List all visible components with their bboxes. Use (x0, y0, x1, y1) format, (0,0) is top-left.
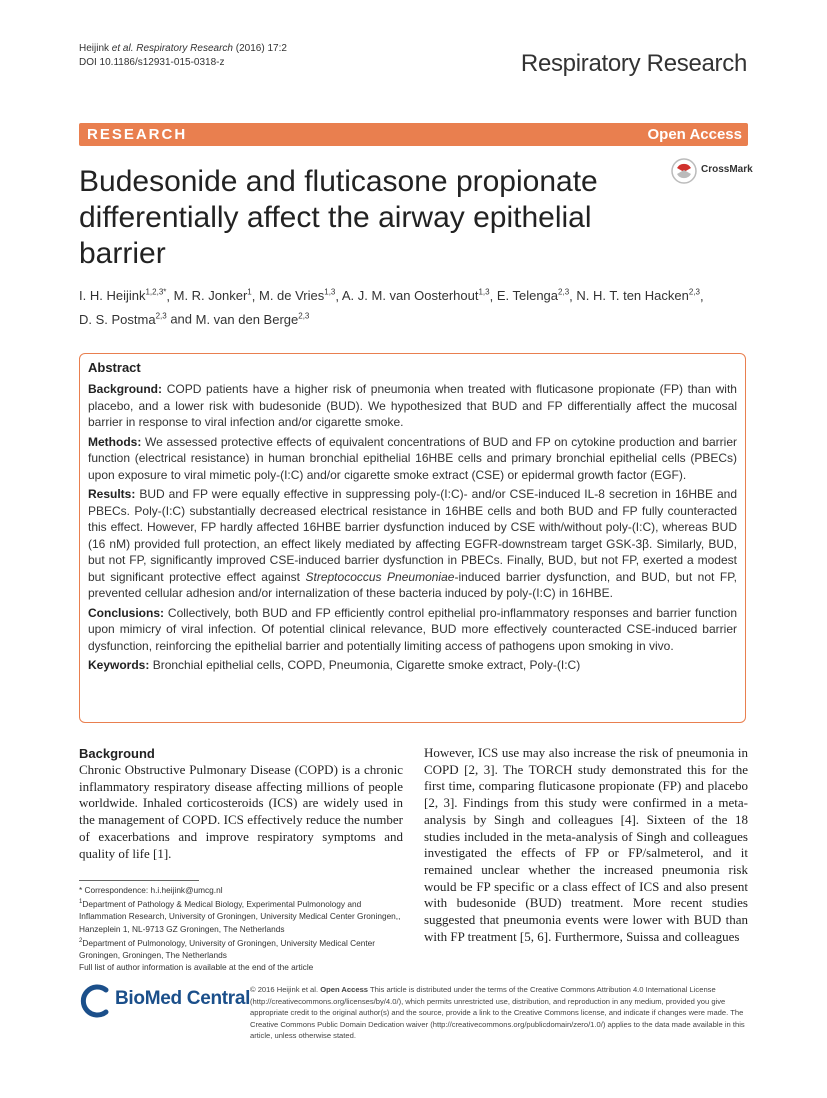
affiliation-1: $^1$Department of Pathology & Medical Biology, Experimental Pulmonology and Inflammation Research, University of Groningen, University Medical Center Groningen,, Hanzeplein 1, NL-9713 GZ Groningen, The Netherlands (79, 899, 401, 934)
crossmark-badge[interactable] (671, 156, 756, 186)
body-paragraph: However, ICS use may also increase the risk of pneumonia in COPD [2, 3]. The TORCH study demonstrated this for the first time, comparing fluticasone propionate (FP) and placebo [2, 3]. Findings from this study were confirmed in a meta-analysis by Singh and colleagues [4]. Sixteen of the 18 studies included in the meta-analysis of Singh and colleagues investigated the effects of FP or FP/salmeterol, and it remained unclear whether the increased pneumonia risk would be FP specific or a class effect of ICS and also present with budesonide (BUD) treatment. More recent studies suggested that pneumonia events were lower with BUD than with FP treatment [5, 6]. Furthermore, Suissa and colleagues (424, 745, 748, 944)
body-paragraph: Chronic Obstructive Pulmonary Disease (COPD) is a chronic inflammatory respiratory disease affecting millions of people worldwide. Inhaled corticosteroids (ICS) are widely used in the management of COPD. ICS effectively reduce the number of exacerbations and improve respiratory symptoms and quality of life [1]. (79, 762, 403, 861)
author: D. S. Postma$^{2,3}$ (79, 311, 167, 327)
correspondence[interactable]: * Correspondence: h.i.heijink@umcg.nl (79, 885, 223, 895)
doi: DOI 10.1186/s12931-015-0318-z (79, 57, 225, 68)
citation-authors: Heijink (79, 43, 112, 54)
crossmark-label: CrossMark (701, 164, 753, 175)
abstract-results: Results: BUD and FP were equally effective in suppressing poly-(I:C)- and/or CSE-induced IL-8 secretion in 16HBE and PBECs. Poly-(I:C) substantially decreased electrical resistance in 16HBE cells and both BUD and FP fully counteracted this effect. However, FP hardly affected 16HBE barrier dysfunction induced by CSE with/without poly-(I:C), whereas BUD (16 nM) provided full protection, an effect likely mediated by affecting EGFR-downstream target GSK-3β. Similarly, BUD, but not FP, significantly improved CSE-induced barrier dysfunction in PBECs. Finally, BUD, but not FP, exerted a modest but significant protective effect against Streptococcus Pneumoniae-induced barrier dysfunction, and BUD, but not FP, prevented cellular adhesion and/or internalization of these bacteria induced by poly-(I:C) in 16HBE. (88, 487, 737, 600)
abstract-keywords: Keywords: Bronchial epithelial cells, COPD, Pneumonia, Cigarette smoke extract, Poly-(I:C) (88, 658, 581, 672)
citation-etal: et al. (111, 43, 134, 54)
author: M. van den Berge$^{2,3}$ (195, 311, 310, 327)
section-label: RESEARCH (87, 126, 188, 143)
author: M. R. Jonker$^1$ (173, 288, 252, 304)
citation-header (79, 42, 287, 70)
author-info-note: Full list of author information is available at the end of the article (79, 962, 314, 973)
open-access-label: Open Access (647, 126, 742, 143)
abstract-methods: Methods: We assessed protective effects of equivalent concentrations of BUD and FP on cytokine production and barrier function (electrical resistance) in human bronchial epithelial 16HBE cells and primary bronchial epithelial cells (PBECs) upon exposure to viral mimetic poly-(I:C) and/or cigarette smoke extract (CSE) or epidermal growth factor (EGF). (88, 434, 737, 482)
citation-issue: (2016) 17:2 (235, 43, 287, 54)
abstract-heading: Abstract (88, 360, 141, 375)
footnote-divider (79, 880, 199, 881)
citation-journal: Respiratory Research (136, 43, 233, 54)
abstract-background: Background: COPD patients have a higher risk of pneumonia when treated with fluticasone propionate (FP) than with placebo, and a lower risk with budesonide (BUD). We hypothesized that BUD and FP differentially affect the mucosal barrier in response to viral infection and/or cigarette smoke. (88, 382, 737, 429)
biomed-central-wordmark: BioMed Central (115, 988, 251, 1009)
citation-line (79, 42, 287, 56)
crossmark-icon (671, 158, 697, 184)
biomed-central-logo (79, 982, 251, 1022)
author: A. J. M. van Oosterhout$^{1,3}$ (341, 288, 490, 304)
section-banner (79, 123, 748, 146)
article-title: Budesonide and fluticasone propionate differentially affect the airway epithelial barrier (79, 165, 598, 270)
footnotes (79, 884, 409, 974)
background-heading: Background (79, 746, 155, 761)
body-column-right (424, 745, 748, 945)
journal-name: Respiratory Research (520, 50, 747, 77)
author: M. de Vries$^{1,3}$ (258, 288, 336, 304)
body-column-left (79, 745, 403, 862)
author: I. H. Heijink$^{1,2,3*}$ (79, 288, 167, 304)
affiliation-2: $^2$Department of Pulmonology, University of Groningen, University Medical Center Groningen, Groningen, The Netherlands (79, 937, 376, 961)
license-statement: © 2016 Heijink et al. Open Access This article is distributed under the terms of the Creative Commons Attribution 4.0 International License (http://creativecommons.org/licenses/by/4.0/), which permits unrestricted use, distribution, and reproduction in any medium, provided you give appropriate credit to the original author(s) and the source, provide a link to the Creative Commons license, and indicate if changes were made. The Creative Commons Public Domain Dedication waiver (http://creativecommons.org/publicdomain/zero/1.0/) applies to the data made available in this article, unless otherwise stated. (250, 985, 745, 1040)
author-list: I. H. Heijink$^{1,2,3*}$, M. R. Jonker$^1$, M. de Vries$^{1,3}$, A. J. M. van Oosterhout$^{1,3}$, E. Telenga$^{2,3}$, N. H. T. ten Hacken$^{2,3}$, D. S. Postma$^{2,3}$ and M. van den Berge$^{2,3}$ (79, 288, 704, 327)
abstract-conclusions: Conclusions: Collectively, both BUD and FP efficiently control epithelial pro-inflammatory responses and barrier function upon mimicry of viral infection. Of potential clinical relevance, BUD more effectively counteracted CSE-induced barrier dysfunction, reinforcing the epithelial barrier and potentially limiting access of pathogens upon smoking in vivo. (88, 605, 737, 653)
biomed-central-arc-icon (79, 984, 113, 1018)
abstract-box (79, 353, 746, 723)
author: N. H. T. ten Hacken$^{2,3}$ (576, 288, 700, 304)
author: E. Telenga$^{2,3}$ (496, 288, 570, 304)
